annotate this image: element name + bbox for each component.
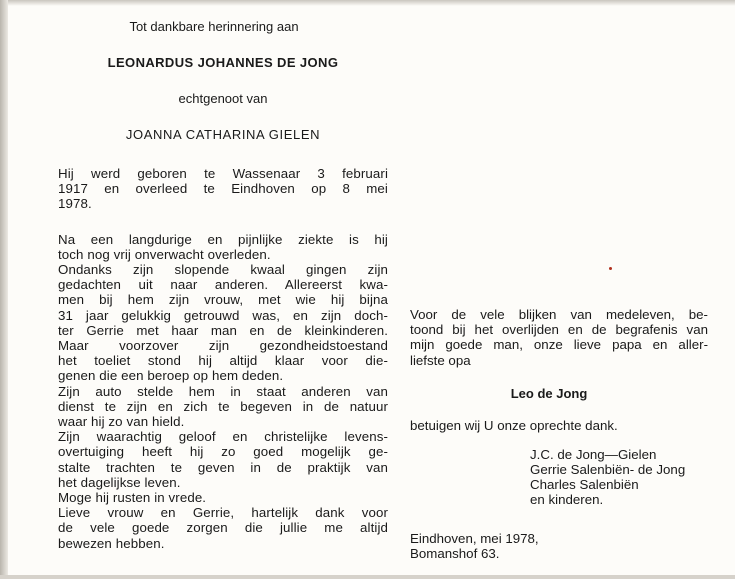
gratitude-line: betuigen wij U onze oprechte dank. — [410, 417, 618, 433]
left-page — [58, 18, 388, 551]
spouse-label: echtgenoot van — [178, 91, 268, 106]
deceased-short-name: Leo de Jong — [510, 385, 588, 401]
text-line: Ondanks zijn slopende kwaal gingen zijn — [58, 262, 388, 278]
ink-speck — [609, 267, 612, 270]
text-line: Zijn waarachtig geloof en christelijke levens- — [58, 429, 388, 445]
thanks-paragraph — [410, 307, 708, 368]
text-line: gedachten uit naar anderen. Allereerst kwa- — [58, 277, 388, 293]
address: Bomanshof 63. — [410, 545, 500, 561]
text-line: Lieve vrouw en Gerrie, hartelijk dank voor — [58, 505, 388, 521]
text-line: men bij hem zijn vrouw, met wie hij bijna — [58, 292, 388, 308]
text-line: stalte trachten te geven in de praktijk van — [58, 459, 388, 475]
card-top-edge — [0, 0, 735, 6]
text-line: Zijn auto stelde hem in staat anderen van — [58, 383, 388, 399]
signers-list — [530, 447, 708, 508]
text-line: de vele goede zorgen die jullie me altijd — [58, 520, 388, 536]
text-line: dienst te zijn en zich te begeven in de natuur — [58, 398, 388, 414]
text-line: bewezen hebben. — [58, 535, 165, 551]
text-line: waar hij zo van hield. — [58, 414, 185, 430]
text-line: toch nog vrij onverwacht overleden. — [58, 246, 271, 262]
deceased-full-name: LEONARDUS JOHANNES DE JONG — [107, 55, 339, 70]
spouse-name: JOANNA CATHARINA GIELEN — [125, 127, 321, 142]
signer-name: en kinderen. — [530, 492, 604, 508]
text-line: genen die een beroep op hem deden. — [58, 368, 284, 384]
text-line: 1978. — [58, 196, 92, 212]
text-line: Maar voorzover zijn gezondheidstoestand — [58, 338, 388, 354]
text-line: het dagelijkse leven. — [58, 474, 181, 490]
intro-line: Tot dankbare herinnering aan — [129, 19, 299, 34]
story-paragraph — [58, 232, 388, 551]
text-line: ter Gerrie met haar man en de kleinkinderen. — [58, 322, 388, 338]
signer-name: Gerrie Salenbiën- de Jong — [530, 462, 686, 478]
signer-name: J.C. de Jong—Gielen — [530, 446, 657, 462]
place-date: Eindhoven, mei 1978, — [410, 530, 539, 546]
text-line: Voor de vele blijken van medeleven, be- — [410, 307, 708, 322]
text-line: liefste opa — [410, 352, 471, 368]
text-line: toond bij het overlijden en de begrafenis van — [410, 322, 708, 338]
birth-paragraph — [58, 166, 388, 212]
card-left-edge — [0, 0, 8, 579]
text-line: Hij werd geboren te Wassenaar 3 februari — [58, 166, 388, 181]
text-line: het toeliet stond hij altijd klaar voor die- — [58, 353, 388, 369]
right-page — [410, 307, 708, 561]
signer-name: Charles Salenbiën — [530, 477, 639, 493]
text-line: Na een langdurige en pijnlijke ziekte is hij — [58, 231, 388, 247]
card-bottom-edge — [0, 575, 735, 579]
text-line: Moge hij rusten in vrede. — [58, 490, 207, 506]
text-line: overtuiging heeft hij zo goed mogelijk ge- — [58, 444, 388, 460]
text-line: 31 jaar gelukkig getrouwd was, en zijn doch- — [58, 307, 388, 323]
text-line: mijn goede man, onze lieve papa en aller- — [410, 337, 708, 353]
place-and-address — [410, 531, 708, 561]
text-line: 1917 en overleed te Eindhoven op 8 mei — [58, 181, 388, 197]
